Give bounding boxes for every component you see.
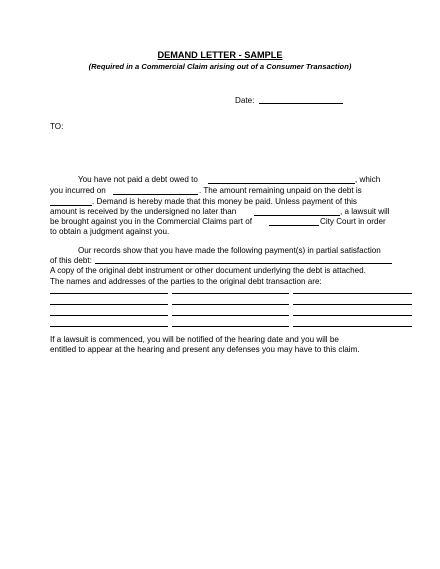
- amount-field[interactable]: [50, 205, 92, 206]
- deadline-field[interactable]: [254, 215, 340, 216]
- para1-line1-end: , which: [355, 175, 381, 184]
- para2-line2: of this debt:: [50, 256, 92, 265]
- to-label: TO:: [50, 122, 64, 131]
- party-field[interactable]: [293, 293, 412, 294]
- para2-line4: The names and addresses of the parties to the original debt transaction are:: [50, 277, 322, 286]
- para1-line2a: you incurred on: [50, 186, 106, 195]
- party-field[interactable]: [293, 326, 412, 327]
- party-field[interactable]: [172, 315, 289, 316]
- para1-line1: You have not paid a debt owed to: [78, 175, 198, 184]
- party-field[interactable]: [50, 304, 168, 305]
- party-field[interactable]: [172, 293, 289, 294]
- para1-line3: . Demand is hereby made that this money be paid. Unless payment of this: [92, 197, 357, 206]
- party-field[interactable]: [293, 304, 412, 305]
- party-field[interactable]: [50, 293, 168, 294]
- para1-line4a: amount is received by the undersigned no later than: [50, 207, 237, 216]
- para1-line5a: be brought against you in the Commercial Claims part of: [50, 217, 252, 226]
- para1-line4b: , a lawsuit will: [340, 207, 390, 216]
- date-field[interactable]: [259, 103, 343, 104]
- para1-line2b: . The amount remaining unpaid on the debt is: [199, 186, 362, 195]
- document-subtitle: (Required in a Commercial Claim arising out of a Consumer Transaction): [88, 62, 352, 71]
- document-title: DEMAND LETTER - SAMPLE: [157, 50, 283, 60]
- party-field[interactable]: [172, 304, 289, 305]
- party-field[interactable]: [172, 326, 289, 327]
- city-field[interactable]: [269, 225, 319, 226]
- party-field[interactable]: [50, 326, 168, 327]
- creditor-name-field[interactable]: [208, 183, 355, 184]
- para2-line1: Our records show that you have made the following payment(s) in partial satisfaction: [78, 246, 381, 255]
- date-label: Date:: [235, 96, 255, 105]
- para1-line5b: City Court in order: [320, 217, 386, 226]
- party-field[interactable]: [293, 315, 412, 316]
- payments-field[interactable]: [95, 263, 392, 264]
- debt-date-field[interactable]: [113, 194, 198, 195]
- para2-line3: A copy of the original debt instrument or other document underlying the debt is attached.: [50, 266, 366, 275]
- para1-line6: to obtain a judgment against you.: [50, 227, 170, 236]
- para3-line1: If a lawsuit is commenced, you will be notified of the hearing date and you will be: [50, 335, 339, 344]
- party-field[interactable]: [50, 315, 168, 316]
- para3-line2: entitled to appear at the hearing and present any defenses you may have to this claim.: [50, 345, 360, 354]
